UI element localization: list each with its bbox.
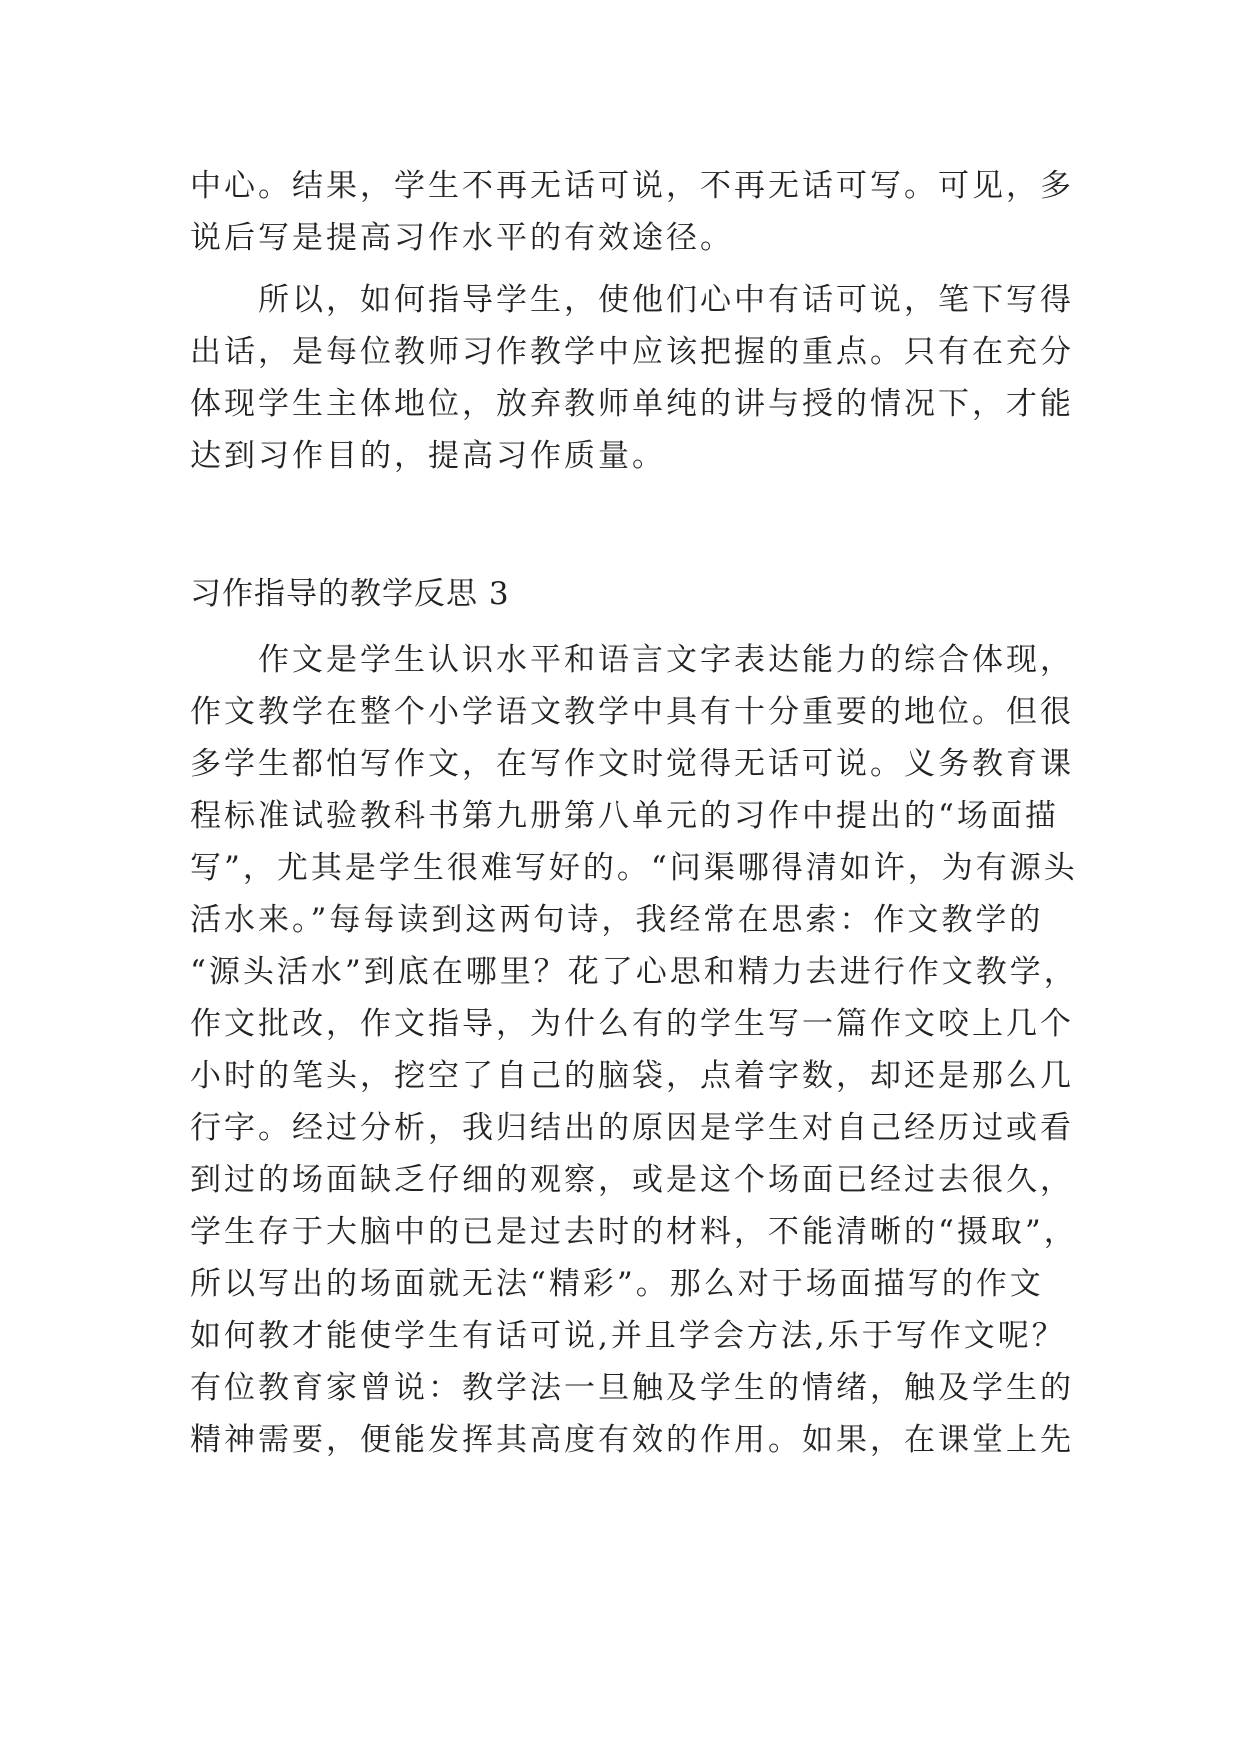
paragraph-line: 作文批改，作文指导，为什么有的学生写一篇作文咬上几个 [190,1006,1074,1042]
paragraph-line: 作文是学生认识水平和语言文字表达能力的综合体现， [258,642,1074,678]
text-block-bottom [190,568,1090,1466]
paragraph-line: 行字。经过分析，我归结出的原因是学生对自己经历过或看 [190,1110,1074,1146]
paragraph-line: 程标准试验教科书第九册第八单元的习作中提出的“场面描 [190,798,1059,834]
paragraph-line: 小时的笔头，挖空了自己的脑袋，点着字数，却还是那么几 [190,1058,1074,1094]
paragraph-3 [190,634,1090,1466]
paragraph-line: 精神需要，便能发挥其高度有效的作用。如果，在课堂上先 [190,1422,1074,1458]
paragraph-line: 所以写出的场面就无法“精彩”。那么对于场面描写的作文 [190,1266,1044,1302]
paragraph-line: 写”，尤其是学生很难写好的。“问渠哪得清如许，为有源头 [190,850,1078,886]
text-block-top [190,160,1090,482]
paragraph-line: 体现学生主体地位，放弃教师单纯的讲与授的情况下，才能 [190,386,1074,422]
paragraph-line: 说后写是提高习作水平的有效途径。 [190,220,734,256]
paragraph-2 [190,274,1090,482]
paragraph-line: 作文教学在整个小学语文教学中具有十分重要的地位。但很 [190,694,1074,730]
paragraph-line: 所以，如何指导学生，使他们心中有话可说，笔下写得 [258,282,1074,318]
paragraph-line: 如何教才能使学生有话可说,并且学会方法,乐于写作文呢？ [190,1318,1066,1354]
paragraph-line: 学生存于大脑中的已是过去时的材料，不能清晰的“摄取”， [190,1214,1078,1250]
paragraph-line: 出话，是每位教师习作教学中应该把握的重点。只有在充分 [190,334,1074,370]
paragraph-1 [190,160,1090,264]
section-heading: 习作指导的教学反思 3 [190,576,510,612]
paragraph-line: 到过的场面缺乏仔细的观察，或是这个场面已经过去很久， [190,1162,1074,1198]
paragraph-line: 中心。结果，学生不再无话可说，不再无话可写。可见，多 [190,168,1074,204]
paragraph-line: 活水来。”每每读到这两句诗，我经常在思索：作文教学的 [190,902,1044,938]
paragraph-line: 达到习作目的，提高习作质量。 [190,438,666,474]
paragraph-line: 有位教育家曾说：教学法一旦触及学生的情绪，触及学生的 [190,1370,1074,1406]
paragraph-line: “源头活水”到底在哪里？花了心思和精力去进行作文教学， [190,954,1078,990]
paragraph-line: 多学生都怕写作文，在写作文时觉得无话可说。义务教育课 [190,746,1074,782]
